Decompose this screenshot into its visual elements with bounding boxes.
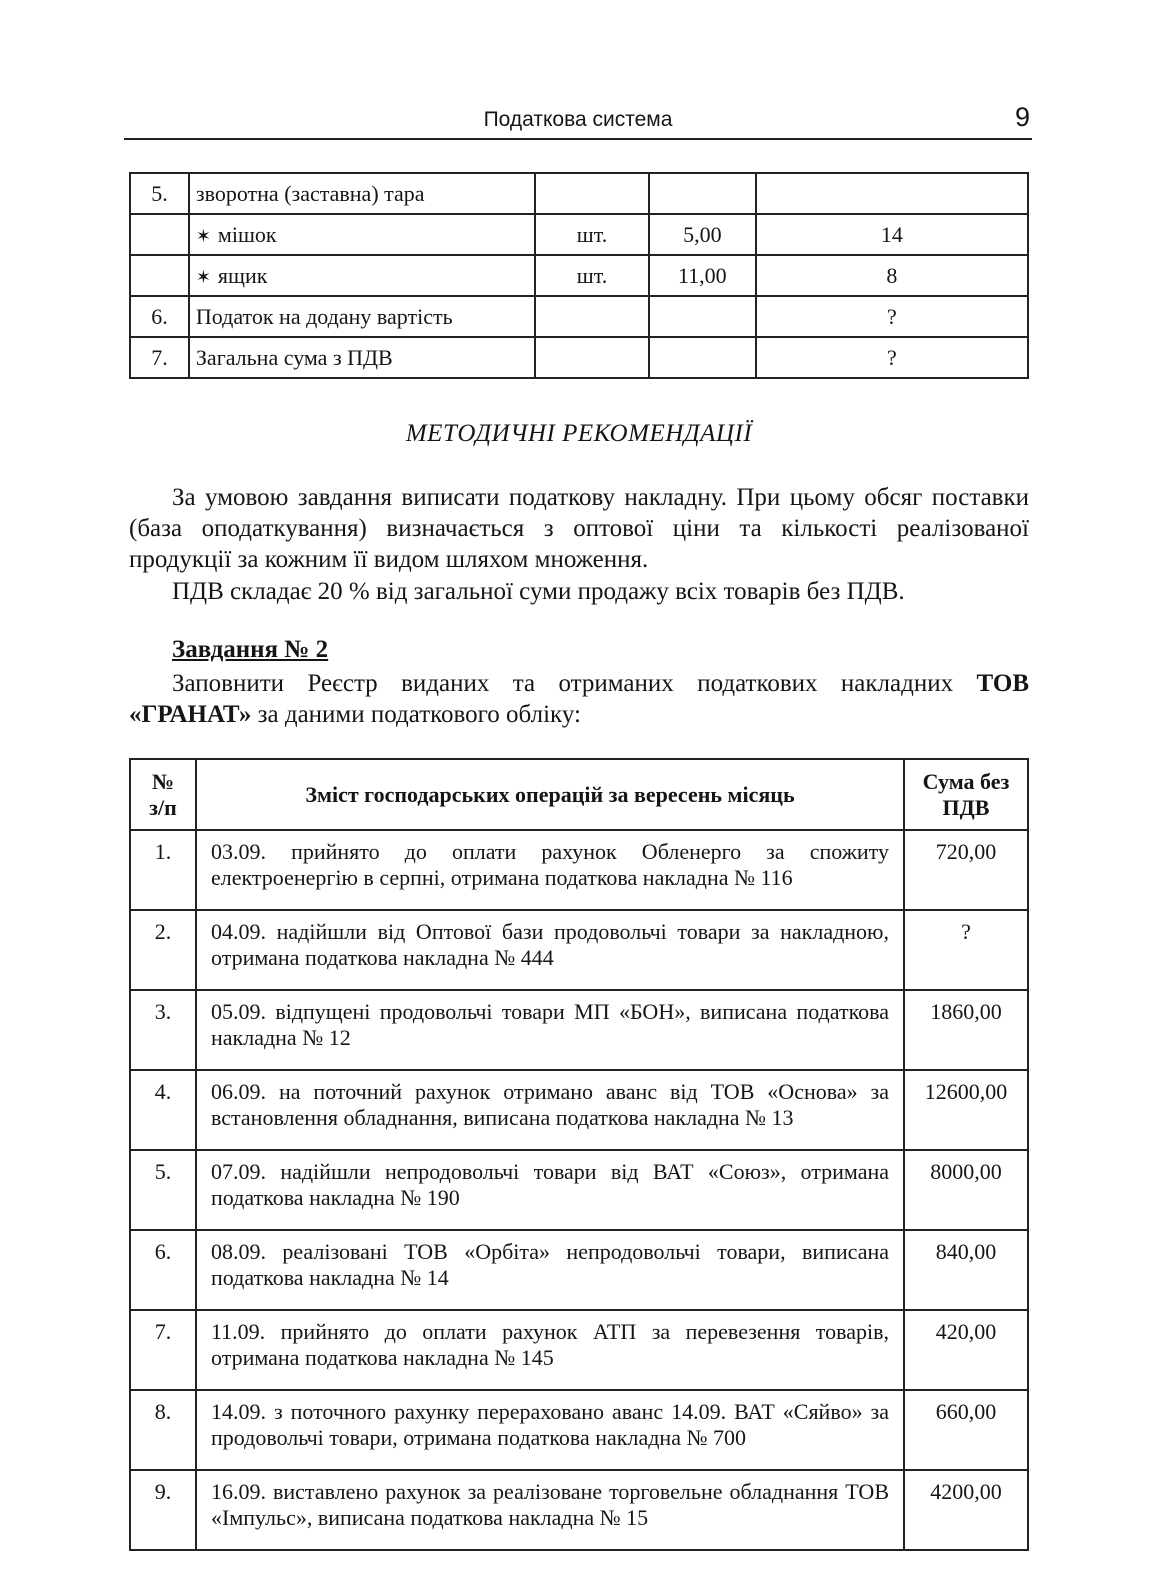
operations-table xyxy=(129,758,1029,1551)
running-title: Податкова система xyxy=(483,108,673,131)
goods-row-num: 7. xyxy=(130,337,189,378)
goods-row-num: 5. xyxy=(130,173,189,214)
goods-row xyxy=(130,255,1028,296)
goods-row-name-cell xyxy=(189,296,535,337)
task-intro xyxy=(129,668,1029,730)
operation-num: 4. xyxy=(130,1070,196,1150)
operation-sum: 720,00 xyxy=(904,830,1028,910)
operation-description: 04.09. надійшли від Оптової бази продовольчі товари за накладною, отримана податкова накладна № 444 xyxy=(196,910,904,990)
header-sum xyxy=(904,759,1028,830)
operation-num: 3. xyxy=(130,990,196,1070)
operation-description: 07.09. надійшли непродовольчі товари від ВАТ «Союз», отримана податкова накладна № 190 xyxy=(196,1150,904,1230)
goods-row-name-cell xyxy=(189,337,535,378)
page-number: 9 xyxy=(1014,102,1030,132)
recommendations-paragraph-2: ПДВ складає 20 % від загальної суми продажу всіх товарів без ПДВ. xyxy=(172,578,905,605)
operation-description: 06.09. на поточний рахунок отримано аванс від ТОВ «Основа» за встановлення обладнання, виписана податкова накладна № 13 xyxy=(196,1070,904,1150)
operation-sum: 420,00 xyxy=(904,1310,1028,1390)
goods-row xyxy=(130,214,1028,255)
goods-row-name-cell xyxy=(189,255,535,296)
task-title: Завдання № 2 xyxy=(172,636,329,663)
goods-row-unit xyxy=(535,337,649,378)
goods-row-qty xyxy=(756,173,1028,214)
goods-row-price xyxy=(649,296,756,337)
operation-sum: 1860,00 xyxy=(904,990,1028,1070)
operation-description: 16.09. виставлено рахунок за реалізоване торговельне обладнання ТОВ «Імпульс», виписана податкова накладна № 15 xyxy=(196,1470,904,1550)
operations-row xyxy=(130,1070,1028,1150)
goods-row-qty: 8 xyxy=(756,255,1028,296)
operation-num: 6. xyxy=(130,1230,196,1310)
task-intro-tail: за даними податкового обліку: xyxy=(251,701,581,728)
operations-row xyxy=(130,1150,1028,1230)
operation-description: 11.09. прийнято до оплати рахунок АТП за перевезення товарів, отримана податкова накладна № 145 xyxy=(196,1310,904,1390)
operation-sum: 660,00 xyxy=(904,1390,1028,1470)
goods-row-name: зворотна (заставна) тара xyxy=(195,180,425,206)
goods-table-body xyxy=(130,173,1028,378)
goods-row-unit xyxy=(535,296,649,337)
operation-sum: 12600,00 xyxy=(904,1070,1028,1150)
operations-row xyxy=(130,910,1028,990)
star-bullet-icon: ✶ xyxy=(195,225,211,247)
goods-row-num xyxy=(130,214,189,255)
goods-row xyxy=(130,173,1028,214)
operation-sum: ? xyxy=(904,910,1028,990)
goods-row-price xyxy=(649,173,756,214)
operation-sum: 8000,00 xyxy=(904,1150,1028,1230)
operation-num: 2. xyxy=(130,910,196,990)
header-num xyxy=(130,759,196,830)
goods-row-price: 5,00 xyxy=(649,214,756,255)
header-num-label: № з/п xyxy=(149,768,177,820)
operation-num: 7. xyxy=(130,1310,196,1390)
recommendations-paragraph-1: За умовою завдання виписати податкову накладну. При цьому обсяг поставки (база оподаткування) визначається з оптової ціни та кількості реалізованої продукції за кожним її видом шляхом множення. xyxy=(129,484,1029,573)
operations-table-body xyxy=(130,830,1028,1550)
operations-row xyxy=(130,830,1028,910)
company-name: ТОВ «ГРАНАТ» xyxy=(129,670,1029,728)
goods-row-unit: шт. xyxy=(535,214,649,255)
header-sum-label: Сума без ПДВ xyxy=(922,768,1010,820)
operation-num: 1. xyxy=(130,830,196,910)
goods-row-name-cell xyxy=(189,173,535,214)
goods-row-qty: ? xyxy=(756,337,1028,378)
star-bullet-icon: ✶ xyxy=(195,266,211,288)
recommendations-title: МЕТОДИЧНІ РЕКОМЕНДАЦІЇ xyxy=(405,420,753,447)
goods-row xyxy=(130,296,1028,337)
operations-table-header xyxy=(130,759,1028,830)
operation-description: 08.09. реалізовані ТОВ «Орбіта» непродовольчі товари, виписана податкова накладна № 14 xyxy=(196,1230,904,1310)
goods-row-name: Податок на додану вартість xyxy=(195,303,453,329)
operations-row xyxy=(130,1230,1028,1310)
goods-row-unit xyxy=(535,173,649,214)
goods-row-price xyxy=(649,337,756,378)
operation-description: 03.09. прийнято до оплати рахунок Обленерго за спожиту електроенергію в серпні, отримана податкова накладна № 116 xyxy=(196,830,904,910)
goods-row-num xyxy=(130,255,189,296)
goods-row-qty: 14 xyxy=(756,214,1028,255)
goods-row-name-cell xyxy=(189,214,535,255)
goods-row-name: ящик xyxy=(217,262,268,288)
operation-num: 8. xyxy=(130,1390,196,1470)
operations-row xyxy=(130,990,1028,1070)
header-desc: Зміст господарських операцій за вересень місяць xyxy=(196,759,904,830)
goods-row-price: 11,00 xyxy=(649,255,756,296)
operations-row xyxy=(130,1310,1028,1390)
operation-description: 05.09. відпущені продовольчі товари МП «БОН», виписана податкова накладна № 12 xyxy=(196,990,904,1070)
operations-row xyxy=(130,1390,1028,1470)
operation-num: 5. xyxy=(130,1150,196,1230)
task-intro-text: Заповнити Реєстр виданих та отриманих податкових накладних xyxy=(172,670,954,697)
operation-num: 9. xyxy=(130,1470,196,1550)
goods-table xyxy=(129,172,1029,379)
goods-row xyxy=(130,337,1028,378)
operation-sum: 840,00 xyxy=(904,1230,1028,1310)
page-header xyxy=(124,102,1032,140)
operations-row xyxy=(130,1470,1028,1550)
goods-row-name: мішок xyxy=(217,221,277,247)
goods-row-num: 6. xyxy=(130,296,189,337)
operation-sum: 4200,00 xyxy=(904,1470,1028,1550)
goods-row-qty: ? xyxy=(756,296,1028,337)
goods-row-name: Загальна сума з ПДВ xyxy=(195,344,393,370)
operation-description: 14.09. з поточного рахунку перераховано аванс 14.09. ВАТ «Сяйво» за продовольчі товари, отримана податкова накладна № 700 xyxy=(196,1390,904,1470)
goods-row-unit: шт. xyxy=(535,255,649,296)
